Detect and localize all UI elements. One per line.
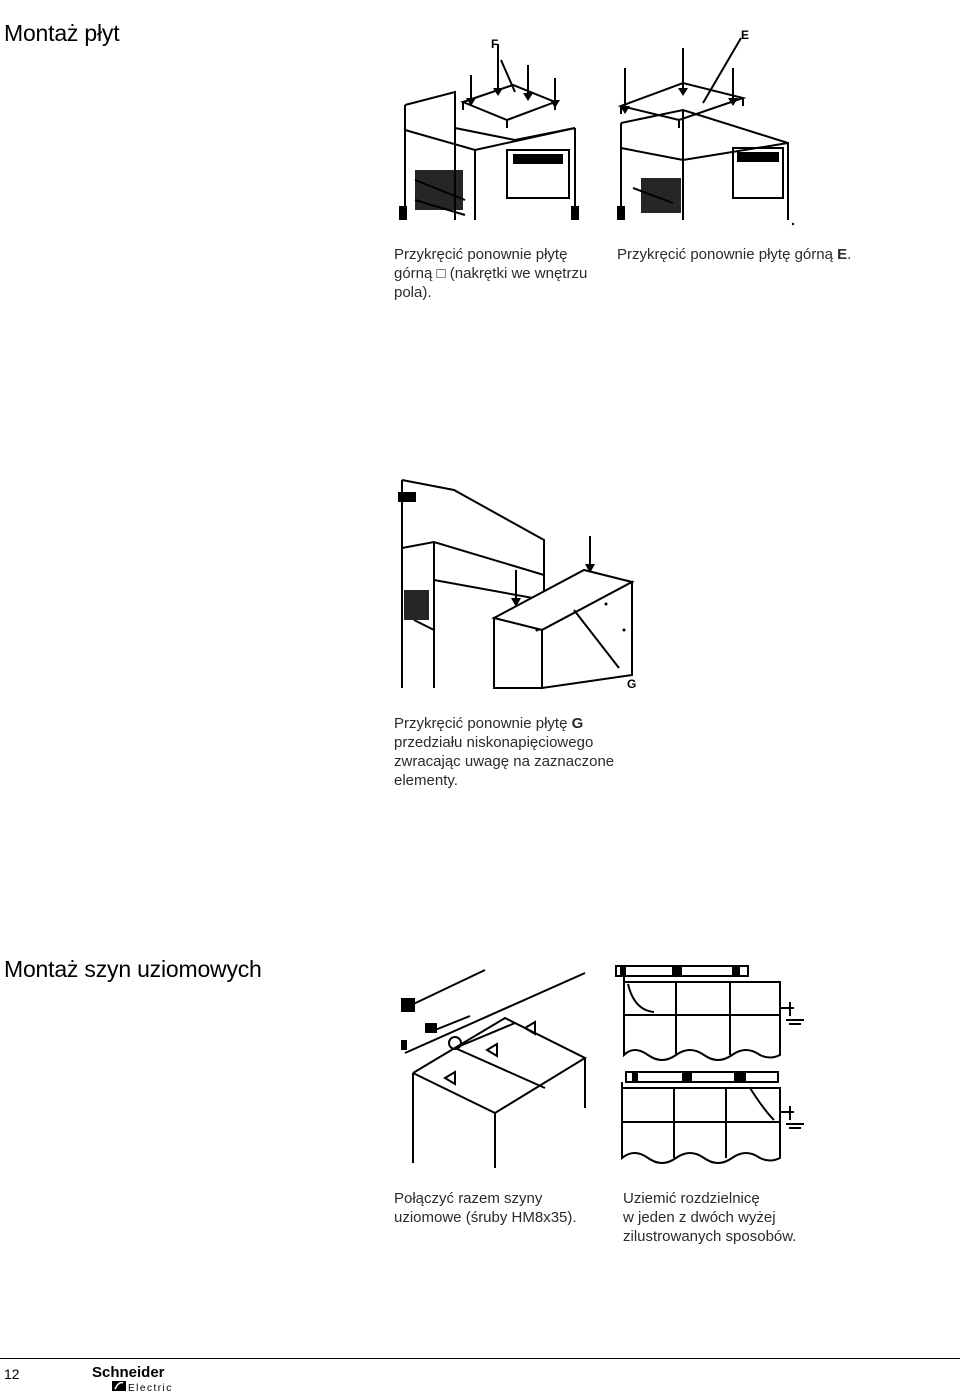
logo-text-top: Schneider	[92, 1364, 165, 1381]
caption-busbar-connection: Połączyć razem szyny uziomowe (śruby HM8x35).	[394, 1190, 577, 1226]
figure-busbar-connection	[395, 968, 595, 1168]
logo-text-bottom: Electric	[128, 1383, 173, 1394]
section-heading-earthing-busbars: Montaż szyn uziomowych	[4, 956, 262, 982]
page-number: 12	[4, 1366, 20, 1382]
figure-top-plate-e	[613, 28, 803, 224]
figure-earthing-variants	[614, 960, 814, 1168]
footer-rule	[0, 1358, 960, 1359]
section-heading-plates: Montaż płyt	[4, 20, 120, 46]
figure-lv-plate-g	[394, 470, 644, 692]
caption-lv-plate-g: Przykręcić ponownie płytę G przedziału niskonapięciowego zwracając uwagę na zaznaczone elementy.	[394, 715, 615, 789]
caption-top-plate-f: Przykręcić ponownie płytę górną □ (nakrętki we wnętrzu pola).	[394, 246, 588, 301]
figure-label-g: G	[627, 677, 637, 691]
caption-top-plate-e: Przykręcić ponownie płytę górną E.	[617, 246, 852, 263]
figure-label-f: F	[491, 37, 499, 51]
figure-top-plate-f	[395, 30, 595, 222]
figure-label-e: E	[741, 28, 750, 42]
caption-earthing-variants: Uziemić rozdzielnicę w jeden z dwóch wyżej zilustrowanych sposobów.	[623, 1190, 797, 1245]
schneider-electric-logo	[92, 1363, 178, 1393]
